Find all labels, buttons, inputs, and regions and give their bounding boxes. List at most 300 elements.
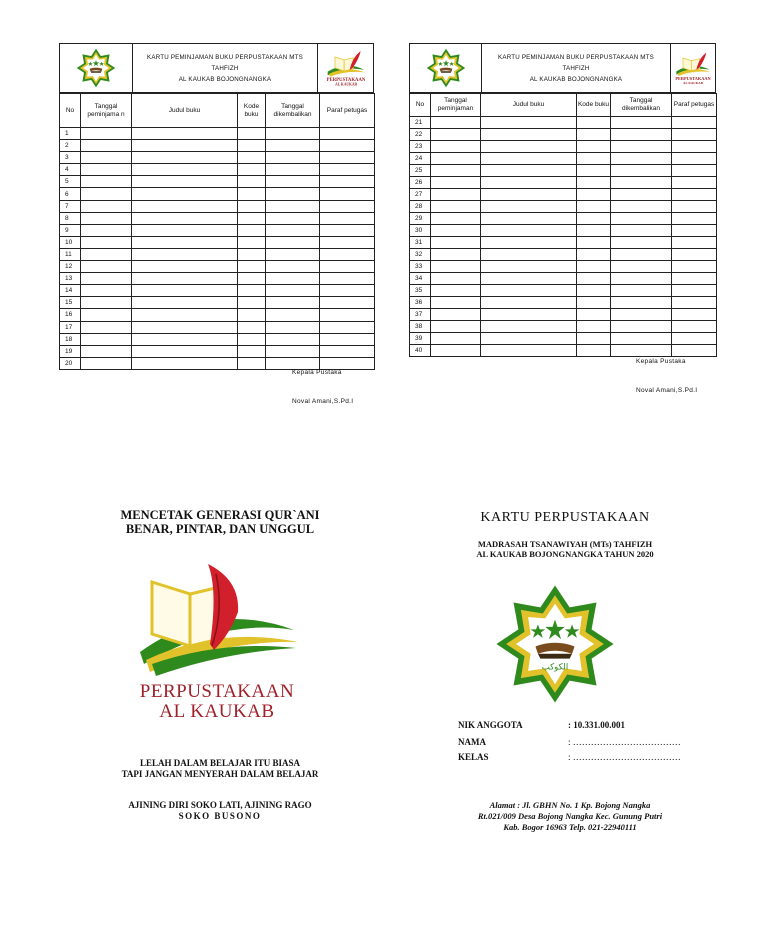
cell-paraf[interactable] <box>672 129 717 141</box>
cell-paraf[interactable] <box>320 357 375 369</box>
cell-tanggal[interactable] <box>81 273 132 285</box>
signer-name-right: Noval Amani,S.Pd.I <box>636 387 698 394</box>
cell-paraf[interactable] <box>672 261 717 273</box>
table-row <box>60 285 375 297</box>
table-row <box>410 201 717 213</box>
cell-kembali[interactable] <box>266 236 320 248</box>
cell-paraf[interactable] <box>672 225 717 237</box>
cell-kembali[interactable] <box>611 261 672 273</box>
cell-judul[interactable] <box>481 189 577 201</box>
cell-no: 23 <box>410 141 431 153</box>
cell-tanggal[interactable] <box>81 285 132 297</box>
cell-judul[interactable] <box>481 261 577 273</box>
cell-tanggal[interactable] <box>431 321 481 333</box>
cell-kode[interactable] <box>577 117 611 129</box>
cell-judul[interactable] <box>132 224 238 236</box>
cell-no: 4 <box>60 164 81 176</box>
school-emblem-large <box>494 583 616 705</box>
cell-kode[interactable] <box>238 152 266 164</box>
cell-judul[interactable] <box>481 201 577 213</box>
cell-kode[interactable] <box>577 177 611 189</box>
cell-no: 7 <box>60 200 81 212</box>
cell-paraf[interactable] <box>672 297 717 309</box>
cell-paraf[interactable] <box>320 236 375 248</box>
cell-tanggal[interactable] <box>431 153 481 165</box>
cell-paraf[interactable] <box>320 176 375 188</box>
cell-kode[interactable] <box>577 333 611 345</box>
cell-kembali[interactable] <box>611 285 672 297</box>
cell-judul[interactable] <box>132 285 238 297</box>
cell-kembali[interactable] <box>266 140 320 152</box>
table-row <box>60 297 375 309</box>
loan-card-header <box>59 43 374 93</box>
cell-no: 5 <box>60 176 81 188</box>
col-header-kode: Kode buku <box>577 94 611 117</box>
cell-kode[interactable] <box>577 261 611 273</box>
cell-no: 22 <box>410 129 431 141</box>
cell-kode[interactable] <box>238 140 266 152</box>
cell-judul[interactable] <box>481 237 577 249</box>
cell-kembali[interactable] <box>266 200 320 212</box>
cell-tanggal[interactable] <box>431 213 481 225</box>
cell-judul[interactable] <box>481 141 577 153</box>
cell-kembali[interactable] <box>611 213 672 225</box>
cell-tanggal[interactable] <box>431 333 481 345</box>
cell-judul[interactable] <box>132 188 238 200</box>
cell-kode[interactable] <box>577 153 611 165</box>
cell-kode[interactable] <box>577 213 611 225</box>
table-row <box>410 273 717 285</box>
cell-kembali[interactable] <box>266 345 320 357</box>
cell-no: 27 <box>410 189 431 201</box>
cell-no: 1 <box>60 128 81 140</box>
loan-card-right <box>409 43 716 394</box>
cell-tanggal[interactable] <box>431 141 481 153</box>
table-row <box>60 357 375 369</box>
cell-tanggal[interactable] <box>431 189 481 201</box>
member-nama-label: NAMA <box>458 737 486 747</box>
cell-tanggal[interactable] <box>81 200 132 212</box>
cell-no: 10 <box>60 236 81 248</box>
cell-paraf[interactable] <box>320 128 375 140</box>
cell-judul[interactable] <box>132 200 238 212</box>
cell-no: 38 <box>410 321 431 333</box>
cell-kembali[interactable] <box>266 273 320 285</box>
cell-tanggal[interactable] <box>81 297 132 309</box>
cell-judul[interactable] <box>132 345 238 357</box>
loan-card-title <box>133 44 317 92</box>
table-header-row <box>410 94 717 117</box>
cell-kembali[interactable] <box>611 333 672 345</box>
cell-kembali[interactable] <box>266 321 320 333</box>
cell-kembali[interactable] <box>611 141 672 153</box>
cell-paraf[interactable] <box>672 165 717 177</box>
cell-paraf[interactable] <box>672 117 717 129</box>
table-row <box>410 225 717 237</box>
cell-judul[interactable] <box>481 153 577 165</box>
cell-paraf[interactable] <box>672 153 717 165</box>
table-row <box>410 141 717 153</box>
table-row <box>410 237 717 249</box>
cell-no: 37 <box>410 309 431 321</box>
cell-tanggal[interactable] <box>81 212 132 224</box>
library-logo-line2: AL KAUKAB <box>159 701 275 722</box>
cell-judul[interactable] <box>481 165 577 177</box>
loan-card-left <box>59 43 374 405</box>
cell-tanggal[interactable] <box>431 297 481 309</box>
cell-no: 33 <box>410 261 431 273</box>
loan-table-left <box>59 93 375 370</box>
cell-tanggal[interactable] <box>81 236 132 248</box>
cell-kembali[interactable] <box>611 345 672 357</box>
loan-card-title <box>482 44 670 92</box>
cell-judul[interactable] <box>132 273 238 285</box>
cell-kembali[interactable] <box>266 357 320 369</box>
cell-tanggal[interactable] <box>431 345 481 357</box>
cell-judul[interactable] <box>132 128 238 140</box>
cell-judul[interactable] <box>132 164 238 176</box>
school-emblem-icon <box>60 44 133 92</box>
cell-kode[interactable] <box>238 188 266 200</box>
cell-judul[interactable] <box>481 297 577 309</box>
cell-judul[interactable] <box>132 248 238 260</box>
cell-tanggal[interactable] <box>431 129 481 141</box>
cell-judul[interactable] <box>132 236 238 248</box>
cell-tanggal[interactable] <box>81 152 132 164</box>
cell-kembali[interactable] <box>611 189 672 201</box>
cell-kode[interactable] <box>577 237 611 249</box>
cell-paraf[interactable] <box>320 273 375 285</box>
signer-title-right: Kepala Pustaka <box>636 358 686 365</box>
cell-kode[interactable] <box>577 141 611 153</box>
table-row <box>410 117 717 129</box>
cell-kode[interactable] <box>238 212 266 224</box>
cell-no: 20 <box>60 357 81 369</box>
cell-no: 14 <box>60 285 81 297</box>
cell-tanggal[interactable] <box>81 224 132 236</box>
col-header-kode: Kode buku <box>238 94 266 128</box>
cover-saying <box>90 800 350 822</box>
cell-tanggal[interactable] <box>431 249 481 261</box>
member-nama-row <box>458 737 681 747</box>
cell-judul[interactable] <box>132 333 238 345</box>
cell-tanggal[interactable] <box>81 309 132 321</box>
table-row <box>410 261 717 273</box>
table-row <box>60 152 375 164</box>
cell-paraf[interactable] <box>672 177 717 189</box>
cell-kode[interactable] <box>238 236 266 248</box>
cell-kembali[interactable] <box>611 117 672 129</box>
cell-paraf[interactable] <box>320 200 375 212</box>
member-nama-value: : ……………………………… <box>568 737 681 747</box>
table-row <box>60 309 375 321</box>
cover-quote-line1: LELAH DALAM BELAJAR ITU BIASA <box>139 758 301 768</box>
table-row <box>60 140 375 152</box>
cell-judul[interactable] <box>132 357 238 369</box>
cell-tanggal[interactable] <box>431 261 481 273</box>
cell-kode[interactable] <box>238 248 266 260</box>
cell-kode[interactable] <box>238 309 266 321</box>
cell-tanggal[interactable] <box>431 285 481 297</box>
cell-no: 34 <box>410 273 431 285</box>
cell-kembali[interactable] <box>266 333 320 345</box>
cell-tanggal[interactable] <box>81 248 132 260</box>
cell-kembali[interactable] <box>266 248 320 260</box>
cell-kembali[interactable] <box>611 177 672 189</box>
library-logo-caption-line2: AL KAUKAB <box>334 82 357 87</box>
library-logo-icon <box>670 44 715 92</box>
cell-paraf[interactable] <box>672 189 717 201</box>
cell-kembali[interactable] <box>611 273 672 285</box>
cell-kembali[interactable] <box>266 212 320 224</box>
member-card-school-line1: MADRASAH TSANAWIYAH (MTs) TAHFIZH <box>477 539 653 549</box>
cover-motto-line2: BENAR, PINTAR, DAN UNGGUL <box>125 522 315 536</box>
table-row <box>410 153 717 165</box>
cell-kembali[interactable] <box>266 224 320 236</box>
cell-paraf[interactable] <box>672 201 717 213</box>
table-row <box>60 212 375 224</box>
cell-judul[interactable] <box>481 225 577 237</box>
member-nik-value: : 10.331.00.001 <box>568 720 625 730</box>
cell-kembali[interactable] <box>611 129 672 141</box>
table-row <box>410 297 717 309</box>
cell-paraf[interactable] <box>320 345 375 357</box>
cell-tanggal[interactable] <box>431 309 481 321</box>
cell-no: 29 <box>410 213 431 225</box>
loan-table-right <box>409 93 717 357</box>
cell-paraf[interactable] <box>320 248 375 260</box>
cell-kembali[interactable] <box>611 225 672 237</box>
cell-kembali[interactable] <box>266 297 320 309</box>
cell-judul[interactable] <box>132 152 238 164</box>
cell-paraf[interactable] <box>320 309 375 321</box>
cell-no: 2 <box>60 140 81 152</box>
cell-paraf[interactable] <box>320 188 375 200</box>
cell-tanggal[interactable] <box>81 188 132 200</box>
cell-paraf[interactable] <box>320 321 375 333</box>
cell-paraf[interactable] <box>672 237 717 249</box>
cell-kode[interactable] <box>577 345 611 357</box>
cell-no: 16 <box>60 309 81 321</box>
cell-no: 12 <box>60 261 81 273</box>
cell-tanggal[interactable] <box>81 345 132 357</box>
cell-judul[interactable] <box>481 117 577 129</box>
cell-paraf[interactable] <box>320 224 375 236</box>
cell-kode[interactable] <box>238 273 266 285</box>
school-emblem-large-icon <box>494 583 616 705</box>
cell-kembali[interactable] <box>611 237 672 249</box>
cell-paraf[interactable] <box>320 140 375 152</box>
cell-judul[interactable] <box>481 177 577 189</box>
cell-kode[interactable] <box>577 189 611 201</box>
table-row <box>410 249 717 261</box>
cell-kembali[interactable] <box>611 309 672 321</box>
cell-paraf[interactable] <box>320 212 375 224</box>
cell-judul[interactable] <box>132 212 238 224</box>
cell-kembali[interactable] <box>266 261 320 273</box>
cell-judul[interactable] <box>481 285 577 297</box>
cover-saying-line2: SOKO BUSONO <box>178 811 262 821</box>
cell-paraf[interactable] <box>672 273 717 285</box>
table-row <box>60 273 375 285</box>
cell-tanggal[interactable] <box>431 165 481 177</box>
cell-paraf[interactable] <box>672 285 717 297</box>
cell-judul[interactable] <box>481 249 577 261</box>
cell-tanggal[interactable] <box>431 117 481 129</box>
cell-tanggal[interactable] <box>431 225 481 237</box>
cell-tanggal[interactable] <box>81 140 132 152</box>
table-row <box>410 345 717 357</box>
cell-tanggal[interactable] <box>81 357 132 369</box>
member-address-line3: Kab. Bogor 16963 Telp. 021-22940111 <box>503 822 637 832</box>
cell-no: 39 <box>410 333 431 345</box>
cell-kode[interactable] <box>577 297 611 309</box>
cell-kode[interactable] <box>577 285 611 297</box>
cell-paraf[interactable] <box>672 345 717 357</box>
cell-no: 3 <box>60 152 81 164</box>
cell-no: 21 <box>410 117 431 129</box>
cell-no: 11 <box>60 248 81 260</box>
cell-judul[interactable] <box>132 309 238 321</box>
member-card-school-line2: AL KAUKAB BOJONGNANGKA TAHUN 2020 <box>476 549 654 559</box>
table-row <box>60 188 375 200</box>
cell-judul[interactable] <box>481 309 577 321</box>
cell-kembali[interactable] <box>266 285 320 297</box>
cell-judul[interactable] <box>481 345 577 357</box>
cell-kembali[interactable] <box>266 176 320 188</box>
col-header-kembali: Tanggal dikembalikan <box>611 94 672 117</box>
cell-no: 26 <box>410 177 431 189</box>
cell-judul[interactable] <box>132 261 238 273</box>
member-nik-row <box>458 720 625 730</box>
library-logo-line1: PERPUSTAKAAN <box>139 681 295 702</box>
cell-judul[interactable] <box>132 176 238 188</box>
cell-tanggal[interactable] <box>81 164 132 176</box>
cell-kode[interactable] <box>238 285 266 297</box>
cell-paraf[interactable] <box>320 285 375 297</box>
cell-no: 40 <box>410 345 431 357</box>
col-header-tanggal: Tanggal peminjaman <box>431 94 481 117</box>
loan-card-title-line1: KARTU PEMINJAMAN BUKU PERPUSTAKAAN MTS TAHFIZH <box>498 53 654 72</box>
cell-kode[interactable] <box>577 249 611 261</box>
cell-paraf[interactable] <box>672 309 717 321</box>
cell-kembali[interactable] <box>611 165 672 177</box>
member-card-title: KARTU PERPUSTAKAAN <box>480 510 650 525</box>
cell-judul[interactable] <box>481 213 577 225</box>
table-row <box>60 164 375 176</box>
cell-kembali[interactable] <box>611 297 672 309</box>
cell-kode[interactable] <box>238 128 266 140</box>
cell-kembali[interactable] <box>266 188 320 200</box>
cell-no: 18 <box>60 333 81 345</box>
cell-paraf[interactable] <box>672 333 717 345</box>
signer-title-left: Kepala Pustaka <box>292 369 342 376</box>
cell-kode[interactable] <box>577 273 611 285</box>
col-header-judul: Judul buku <box>481 94 577 117</box>
cell-tanggal[interactable] <box>431 237 481 249</box>
cell-kode[interactable] <box>577 201 611 213</box>
cell-tanggal[interactable] <box>81 333 132 345</box>
cell-kode[interactable] <box>238 164 266 176</box>
member-card-address <box>440 800 700 833</box>
cell-tanggal[interactable] <box>81 321 132 333</box>
cell-judul[interactable] <box>481 333 577 345</box>
cell-kode[interactable] <box>238 261 266 273</box>
cell-paraf[interactable] <box>672 321 717 333</box>
cell-kode[interactable] <box>577 321 611 333</box>
library-logo-caption-line2: AL KAUKAB <box>683 81 703 85</box>
cell-kembali[interactable] <box>611 321 672 333</box>
cell-kode[interactable] <box>577 309 611 321</box>
cell-no: 9 <box>60 224 81 236</box>
cell-paraf[interactable] <box>672 213 717 225</box>
cell-tanggal[interactable] <box>81 128 132 140</box>
cell-paraf[interactable] <box>320 261 375 273</box>
cell-kode[interactable] <box>238 345 266 357</box>
cell-paraf[interactable] <box>672 249 717 261</box>
cell-kode[interactable] <box>238 321 266 333</box>
library-main-logo-icon <box>132 560 302 678</box>
col-header-judul: Judul buku <box>132 94 238 128</box>
library-logo-icon <box>317 44 373 92</box>
cell-tanggal[interactable] <box>81 176 132 188</box>
cell-kembali[interactable] <box>611 249 672 261</box>
col-header-paraf: Paraf petugas <box>320 94 375 128</box>
cell-tanggal[interactable] <box>431 201 481 213</box>
cell-no: 32 <box>410 249 431 261</box>
cell-kembali[interactable] <box>266 164 320 176</box>
cell-paraf[interactable] <box>320 333 375 345</box>
member-card-school <box>440 539 690 559</box>
cell-kode[interactable] <box>238 200 266 212</box>
cell-judul[interactable] <box>481 273 577 285</box>
member-kelas-row <box>458 752 681 762</box>
cell-judul[interactable] <box>132 321 238 333</box>
table-row <box>410 333 717 345</box>
cell-no: 35 <box>410 285 431 297</box>
cell-kode[interactable] <box>577 129 611 141</box>
cell-kembali[interactable] <box>611 153 672 165</box>
cell-kode[interactable] <box>238 224 266 236</box>
cell-kode[interactable] <box>238 176 266 188</box>
cell-kode[interactable] <box>238 297 266 309</box>
cell-judul[interactable] <box>481 321 577 333</box>
cell-kembali[interactable] <box>266 309 320 321</box>
cell-paraf[interactable] <box>320 152 375 164</box>
cell-judul[interactable] <box>132 140 238 152</box>
cell-tanggal[interactable] <box>81 261 132 273</box>
cell-kode[interactable] <box>577 165 611 177</box>
table-row <box>60 176 375 188</box>
cell-paraf[interactable] <box>320 297 375 309</box>
cell-kembali[interactable] <box>266 128 320 140</box>
cell-no: 15 <box>60 297 81 309</box>
cell-kembali[interactable] <box>266 152 320 164</box>
cell-kembali[interactable] <box>611 201 672 213</box>
cell-no: 36 <box>410 297 431 309</box>
cell-kode[interactable] <box>577 225 611 237</box>
cell-tanggal[interactable] <box>431 273 481 285</box>
cell-paraf[interactable] <box>672 141 717 153</box>
cover-saying-line1: AJINING DIRI SOKO LATI, AJINING RAGO <box>128 800 312 810</box>
cell-tanggal[interactable] <box>431 177 481 189</box>
cell-judul[interactable] <box>132 297 238 309</box>
cell-judul[interactable] <box>481 129 577 141</box>
cell-paraf[interactable] <box>320 164 375 176</box>
cell-no: 8 <box>60 212 81 224</box>
cell-kode[interactable] <box>238 357 266 369</box>
cell-kode[interactable] <box>238 333 266 345</box>
